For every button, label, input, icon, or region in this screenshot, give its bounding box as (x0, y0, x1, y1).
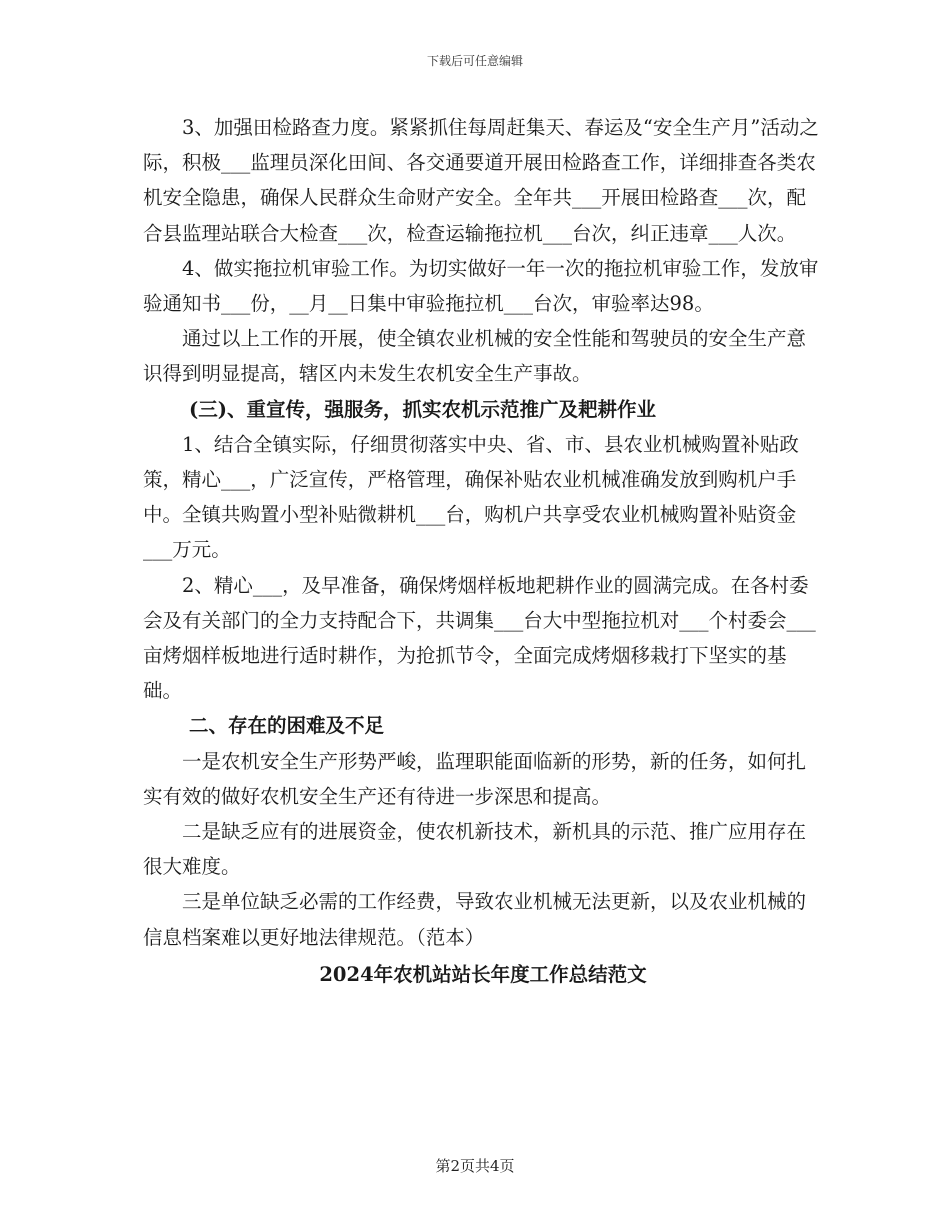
section-heading-promotion: (三)、重宣传，强服务，抓实农机示范推广及耙耕作业 (189, 397, 656, 421)
document-body (143, 110, 823, 992)
paragraph-field-inspection: 3、加强田检路查力度。紧紧抓住每周赶集天、春运及“安全生产月”活动之际，积极___监理员深化田间、各交通要道开展田检路查工作，详细排查各类农机安全隐患，确保人民群众生命财产安全。全年共___开展田检路查___次，配合县监理站联合大检查___次，检查运输拖拉机___台次，纠正违章___人次。 (143, 116, 819, 245)
paragraph-tractor-inspection: 4、做实拖拉机审验工作。为切实做好一年一次的拖拉机审验工作，发放审验通知书___份，__月__日集中审验拖拉机___台次，审验率达98。 (143, 256, 819, 316)
paragraph-tobacco-plowing: 2、精心___，及早准备，确保烤烟样板地耙耕作业的圆满完成。在各村委会及有关部门的全力支持配合下，共调集___台大中型拖拉机对___个村委会___亩烤烟样板地进行适时耕作，为抢抓节令，全面完成烤烟移栽打下坚实的基础。 (143, 573, 816, 703)
page-header: 下载后可任意编辑 (426, 54, 523, 68)
paragraph-difficulty-one: 一是农机安全生产形势严峻，监理职能面临新的形势，新的任务，如何扎实有效的做好农机安全生产还有待进一步深思和提高。 (143, 749, 807, 808)
paragraph-subsidy-policy: 1、结合全镇实际，仔细贯彻落实中央、省、市、县农业机械购置补贴政策，精心___，广泛宣传，严格管理，确保补贴农业机械准确发放到购机户手中。全镇共购置小型补贴微耕机___台，购机户共享受农业机械购置补贴资金___万元。 (143, 432, 799, 562)
section-heading-difficulties: 二、存在的困难及不足 (189, 714, 385, 738)
page-footer: 第2页共4页 (435, 1157, 515, 1175)
document-title: 2024年农机站站长年度工作总结范文 (319, 962, 647, 986)
paragraph-difficulty-three: 三是单位缺乏必需的工作经费，导致农业机械无法更新，以及农业机械的信息档案难以更好地法律规范。（范本） (143, 890, 807, 949)
paragraph-work-results: 通过以上工作的开展，使全镇农业机械的安全性能和驾驶员的安全生产意识得到明显提高，辖区内未发生农机安全生产事故。 (143, 327, 807, 386)
paragraph-difficulty-two: 二是缺乏应有的进展资金，使农机新技术，新机具的示范、推广应用存在很大难度。 (143, 820, 807, 879)
